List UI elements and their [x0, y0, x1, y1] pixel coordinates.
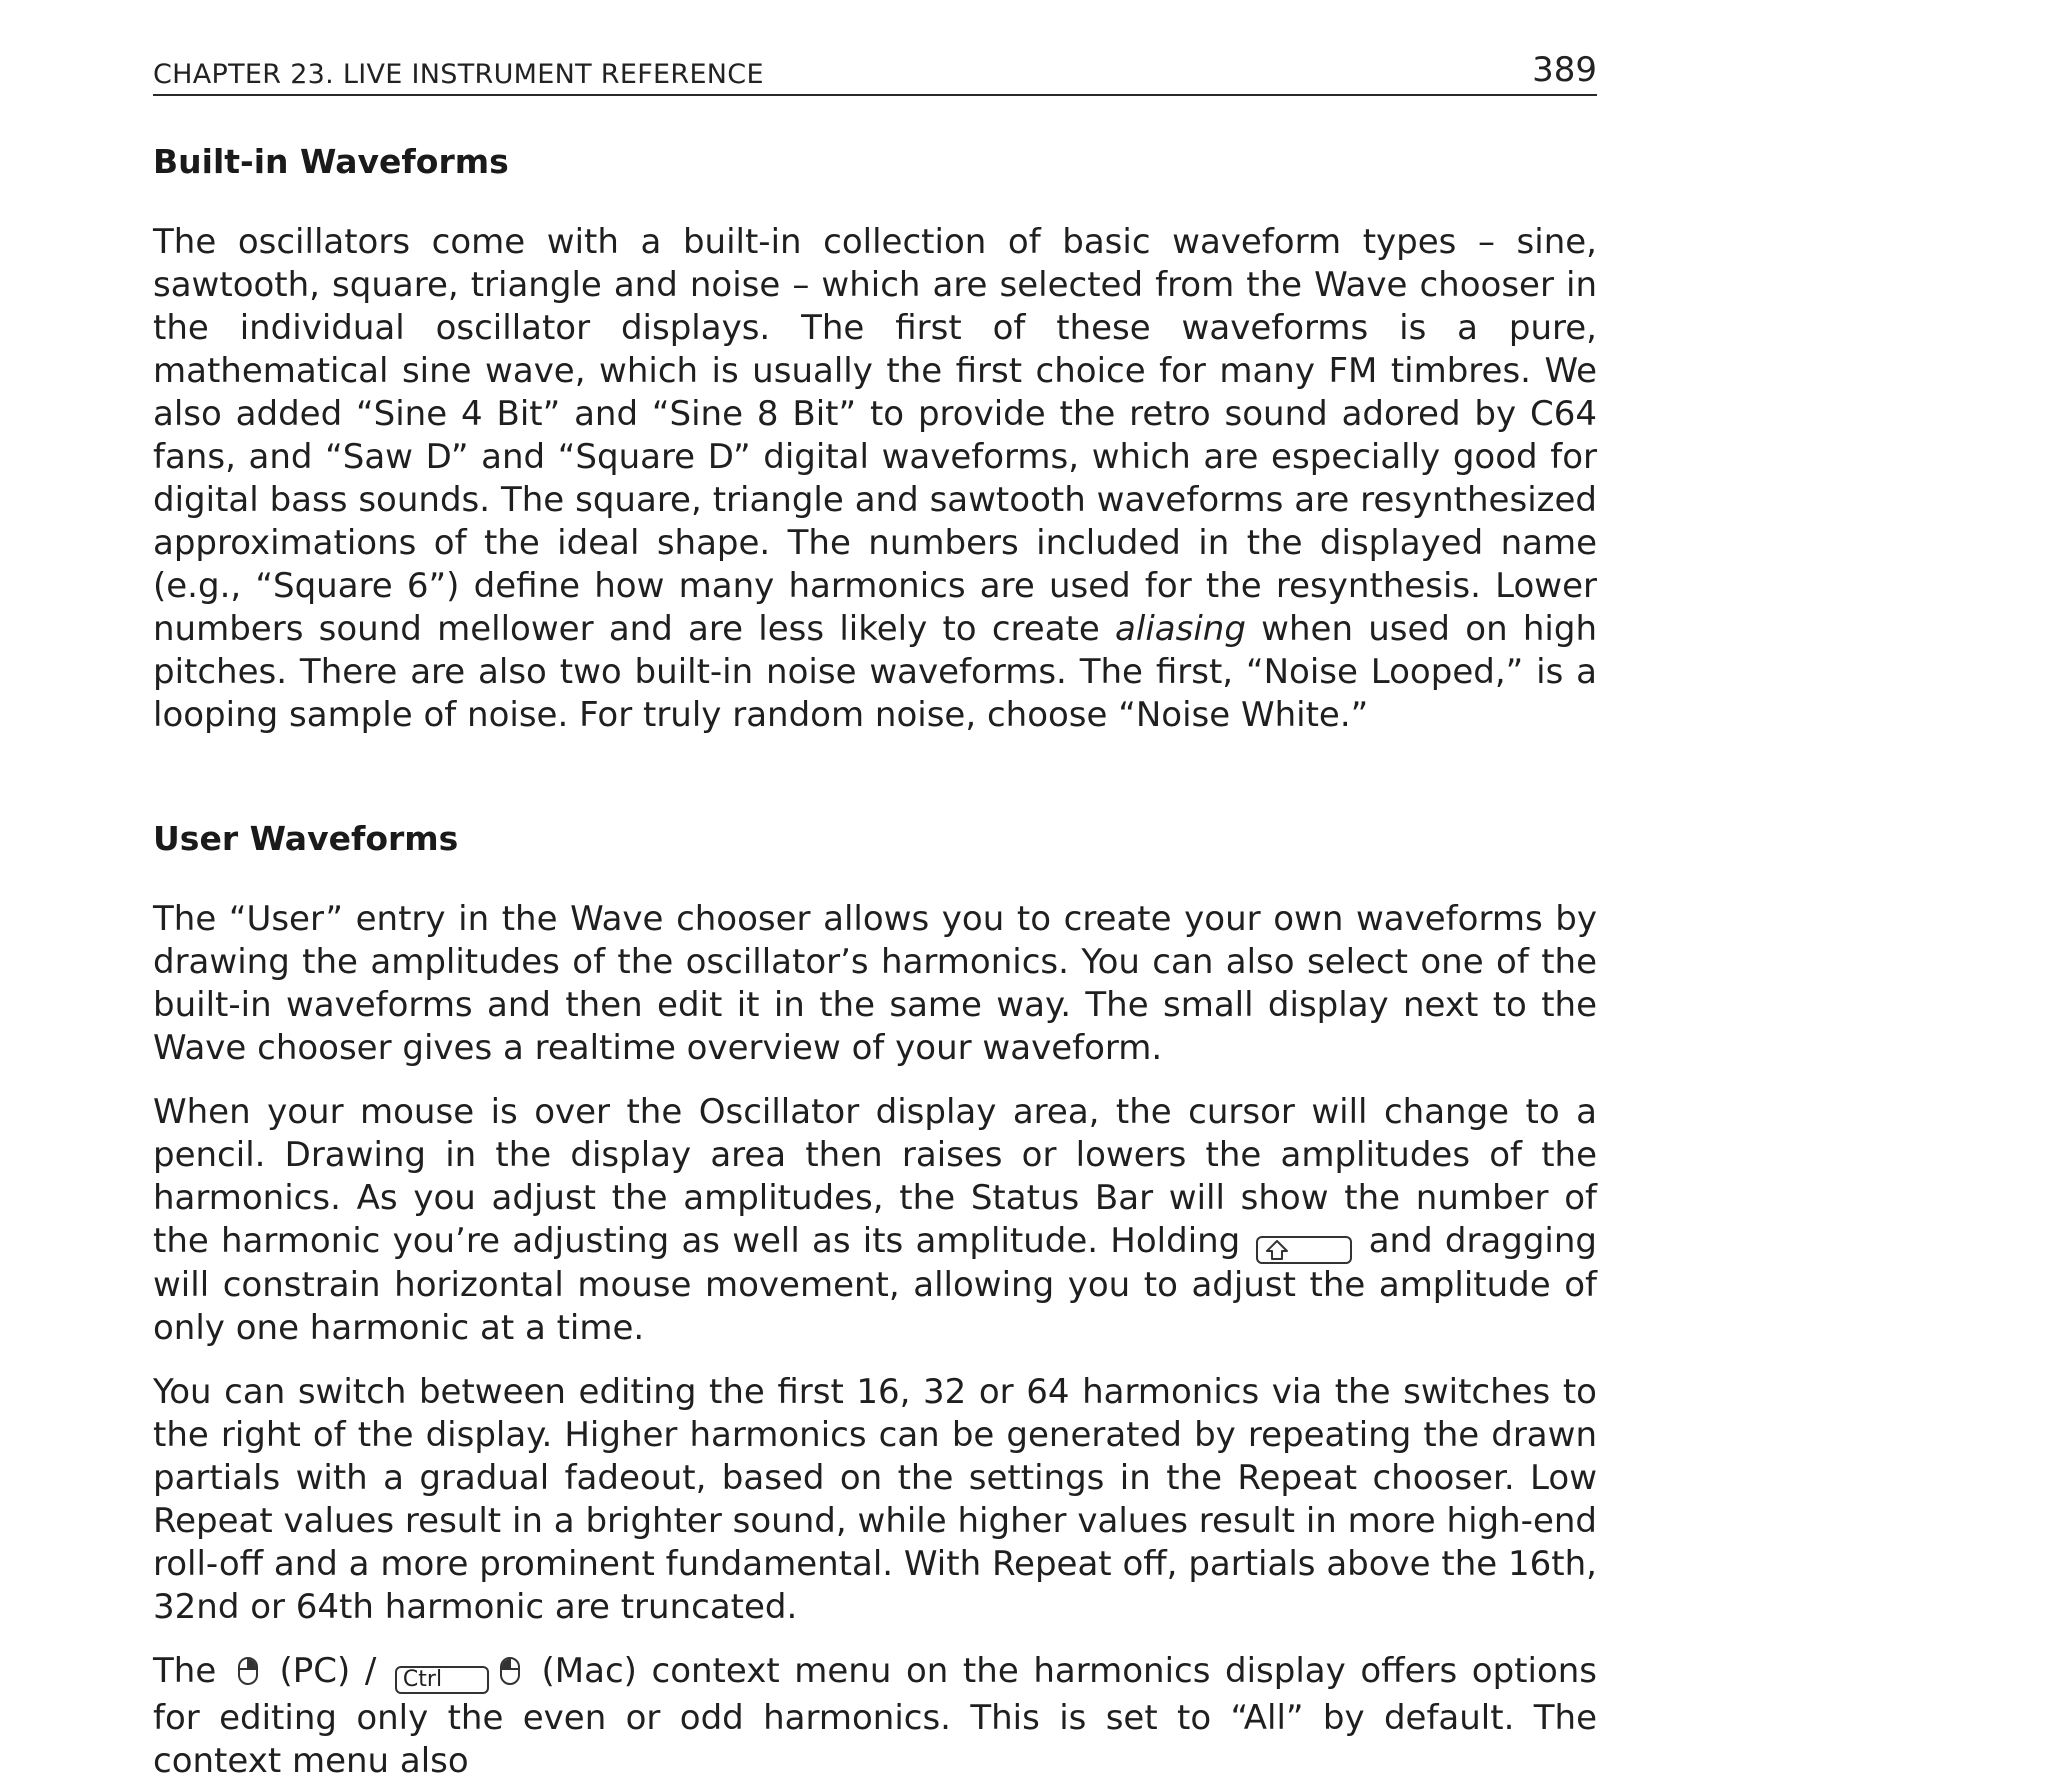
right-mouse-button-icon — [237, 1654, 259, 1697]
emphasis-aliasing: aliasing — [1115, 609, 1246, 649]
paragraph-text: When your mouse is over the Oscillator display area, the cursor will change to a pencil. Drawing in the display area then raises or lowers the amplitudes of the harmonics. As you adjust the amplitudes, the Status Bar will show the number of the harmonic you’re adjusting as well as its amplitude. Holding — [153, 1092, 1597, 1261]
section-heading-builtin-waveforms: Built-in Waveforms — [153, 142, 509, 181]
paragraph-context-menu — [153, 1650, 1597, 1783]
ctrl-key: Ctrl — [395, 1666, 489, 1694]
paragraph-builtin-waveforms — [153, 221, 1597, 737]
paragraph-text: (PC) / — [279, 1651, 377, 1691]
running-header — [153, 40, 1597, 96]
paragraph-text: when used on high pitches. There are also two built-in noise waveforms. The first, “Noise Looped,” is a looping sample of noise. For truly random noise, choose “Noise White.” — [153, 609, 1598, 735]
paragraph-text: and dragging will constrain horizontal mouse movement, allowing you to adjust the amplitude of only one harmonic at a time. — [153, 1221, 1598, 1348]
paragraph-text: (Mac) context menu on the harmonics display offers options for editing only the even or odd harmonics. This is set to “All” by default. The context menu also — [153, 1651, 1598, 1781]
section-heading-user-waveforms: User Waveforms — [153, 819, 459, 858]
paragraph-user-entry: The “User” entry in the Wave chooser allows you to create your own waveforms by drawing the amplitudes of the oscillator’s harmonics. You can also select one of the built-in waveforms and then edit it in the same way. The small display next to the Wave chooser gives a realtime overview of your waveform. — [153, 899, 1597, 1068]
paragraph-drawing — [153, 1091, 1597, 1350]
paragraph-text: The oscillators come with a built-in collection of basic waveform types – sine, sawtooth, square, triangle and noise – which are selected from the Wave chooser in the individual oscillator displays. The first of these waveforms is a pure, mathematical sine wave, which is usually the first choice for many FM timbres. We also added “Sine 4 Bit” and “Sine 8 Bit” to provide the retro sound adored by C64 fans, and “Saw D” and “Square D” digital waveforms, which are especially good for digital bass sounds. The square, triangle and sawtooth waveforms are resynthesized approximations of the ideal shape. The numbers included in the displayed name (e.g., “Square 6”) define how many harmonics are used for the resynthesis. Lower numbers sound mellower and are less likely to create — [153, 222, 1597, 649]
page-number: 389 — [1532, 50, 1597, 90]
paragraph-text: The — [153, 1651, 217, 1691]
mouse-button-icon — [499, 1654, 521, 1697]
paragraph-harmonics-switches: You can switch between editing the first 16, 32 or 64 harmonics via the switches to the right of the display. Higher harmonics can be generated by repeating the drawn partials with a gradual fadeout, based on the settings in the Repeat chooser. Low Repeat values result in a brighter sound, while higher values result in more high-end roll-off and a more prominent fundamental. With Repeat off, partials above the 16th, 32nd or 64th harmonic are truncated. — [153, 1372, 1597, 1627]
document-page — [153, 40, 1597, 1783]
chapter-title: CHAPTER 23. LIVE INSTRUMENT REFERENCE — [153, 59, 764, 90]
shift-key-icon — [1256, 1236, 1352, 1264]
